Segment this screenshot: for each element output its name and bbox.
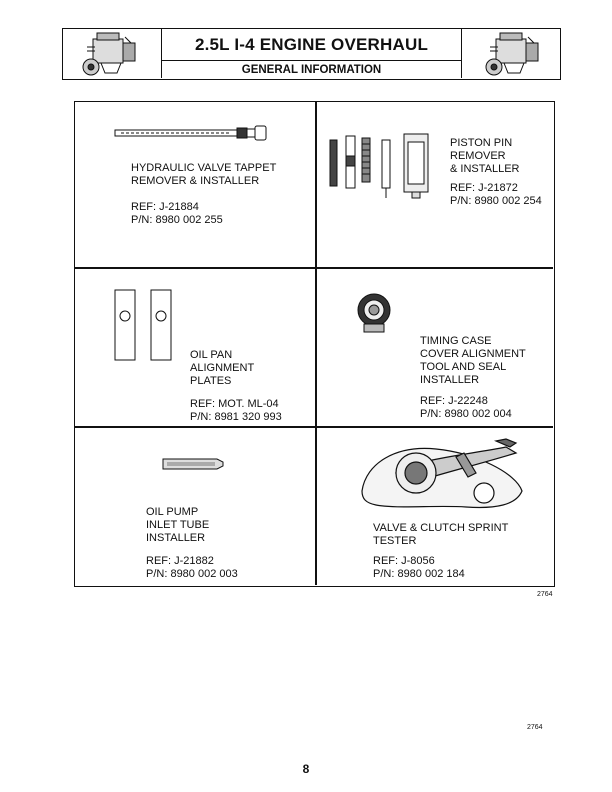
figure-number: 2764	[537, 591, 553, 598]
tool-cell-valve-tappet	[75, 102, 315, 267]
tool-name-line: REMOVER & INSTALLER	[131, 175, 260, 187]
tool-info	[450, 137, 542, 208]
tool-part-number: P/N: 8980 002 255	[131, 214, 223, 226]
tool-name-line: REMOVER	[450, 150, 506, 162]
tool-name-line: INLET TUBE	[146, 519, 210, 531]
tool-name-line: HYDRAULIC VALVE TAPPET	[131, 162, 277, 174]
tool-ref: REF: J-22248	[420, 395, 488, 407]
tool-name-line: INSTALLER	[146, 532, 206, 544]
engine-logo-left	[63, 29, 162, 78]
tool-name-line: INSTALLER	[420, 374, 480, 386]
page-subtitle: GENERAL INFORMATION	[241, 64, 382, 76]
tool-info	[146, 506, 238, 581]
tool-cell-inlet-tube	[75, 427, 315, 585]
page-number: 8	[302, 762, 310, 776]
tools-grid	[74, 101, 555, 587]
tool-name-line: COVER ALIGNMENT	[420, 348, 526, 360]
page-header	[62, 28, 561, 80]
figure-number-bottom: 2764	[527, 724, 543, 731]
alignment-plates-icon	[113, 288, 175, 362]
tool-name-line: TESTER	[373, 535, 417, 547]
tool-info	[131, 162, 276, 227]
tool-part-number: P/N: 8981 320 993	[190, 411, 282, 423]
tool-name-line: OIL PUMP	[146, 506, 199, 518]
tool-cell-piston-pin	[316, 102, 553, 267]
tool-info	[420, 335, 526, 421]
engine-icon	[63, 29, 161, 78]
tool-name-line: OIL PAN	[190, 349, 233, 361]
page-title: 2.5L I-4 ENGINE OVERHAUL	[161, 29, 462, 61]
tool-part-number: P/N: 8980 002 184	[373, 568, 465, 580]
tool-cell-spring-tester	[316, 427, 553, 585]
tool-name-line: & INSTALLER	[450, 163, 520, 175]
tool-ref: REF: J-8056	[373, 555, 435, 567]
tool-name-line: TIMING CASE	[420, 335, 492, 347]
tool-cell-timing-case	[316, 268, 553, 426]
tool-name-line: ALIGNMENT	[190, 362, 255, 374]
tool-part-number: P/N: 8980 002 003	[146, 568, 238, 580]
engine-icon	[462, 29, 560, 78]
tool-part-number: P/N: 8980 002 254	[450, 195, 542, 207]
inlet-tube-installer-icon	[161, 455, 225, 473]
piston-pin-tool-icon	[328, 130, 438, 205]
tool-ref: REF: J-21872	[450, 182, 518, 194]
tool-cell-oil-pan-plates	[75, 268, 315, 426]
tool-name-line: VALVE & CLUTCH SPRINT	[373, 522, 509, 534]
engine-logo-right	[461, 29, 560, 78]
tool-name-line: PISTON PIN	[450, 137, 513, 149]
tool-ref: REF: J-21882	[146, 555, 214, 567]
valve-tappet-tool-icon	[113, 124, 268, 142]
tool-info	[190, 349, 282, 424]
tool-name-line: PLATES	[190, 375, 232, 387]
tool-ref: REF: MOT. ML-04	[190, 398, 279, 410]
spring-tester-icon	[356, 433, 526, 513]
tool-name-line: TOOL AND SEAL	[420, 361, 507, 373]
tool-ref: REF: J-21884	[131, 201, 199, 213]
tool-info	[373, 522, 508, 581]
timing-case-tool-icon	[356, 292, 392, 336]
tool-part-number: P/N: 8980 002 004	[420, 408, 512, 420]
